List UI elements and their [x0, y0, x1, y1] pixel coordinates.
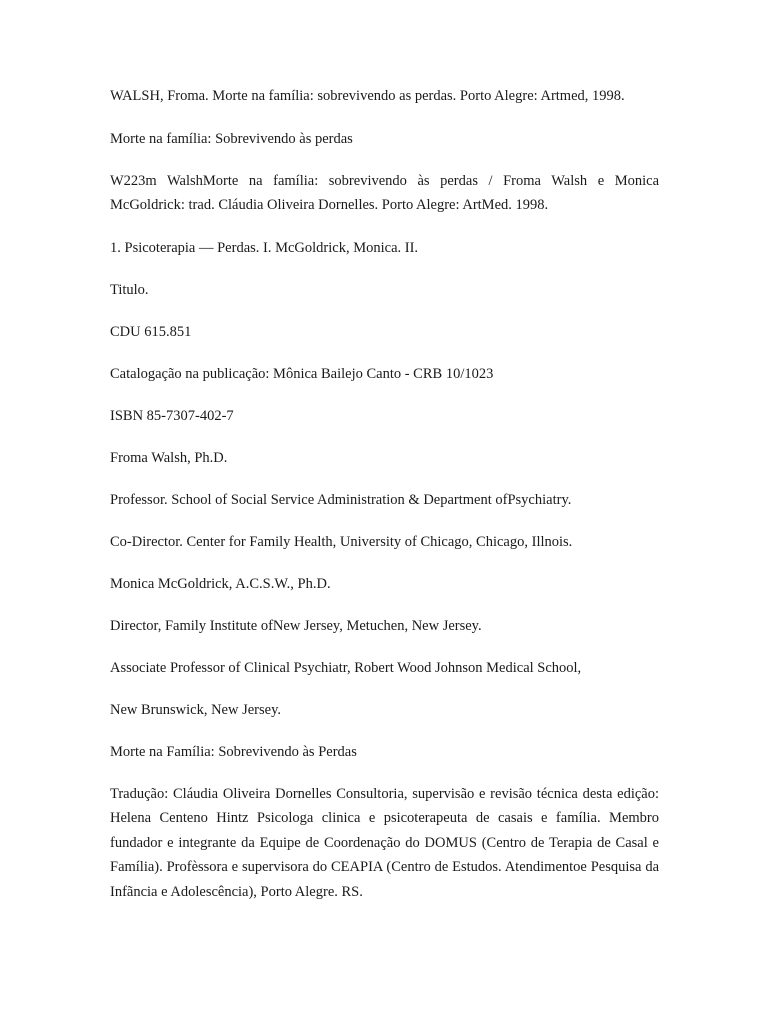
cdu-number: CDU 615.851	[110, 323, 192, 340]
translation-credits: Tradução: Cláudia Oliveira Dornelles Consultoria, supervisão e revisão técnica desta edição: Helena Centeno Hintz Psicologa clinica e psicoterapeuta de casais e família. Membro fundador e integrante da Equipe de Coordenação do DOMUS (Centro de Terapia de Casal e Família). Profèssora e supervisora do CEAPIA (Centro de Estudos. Atendimentoe Pesquisa da Infãncia e Adolescência), Porto Alegre. RS.	[110, 785, 659, 900]
author-walsh-position: Professor. School of Social Service Administration & Department ofPsychiatry.	[110, 491, 572, 508]
document-page	[110, 84, 659, 922]
author-name-mcgoldrick: Monica McGoldrick, A.C.S.W., Ph.D.	[110, 575, 331, 592]
author-walsh-codirector: Co-Director. Center for Family Health, University of Chicago, Chicago, Illnois.	[110, 533, 573, 550]
subject-headings: 1. Psicoterapia — Perdas. I. McGoldrick, Monica. II.	[110, 239, 419, 256]
book-title-line: Morte na família: Sobrevivendo às perdas	[110, 130, 353, 147]
author-mcgoldrick-associate: Associate Professor of Clinical Psychiatr, Robert Wood Johnson Medical School,	[110, 659, 582, 676]
author-name-walsh: Froma Walsh, Ph.D.	[110, 449, 228, 466]
citation-reference: WALSH, Froma. Morte na família: sobrevivendo as perdas. Porto Alegre: Artmed, 1998.	[110, 88, 625, 104]
author-mcgoldrick-location: New Brunswick, New Jersey.	[110, 701, 282, 718]
isbn: ISBN 85-7307-402-7	[110, 407, 234, 424]
book-title-repeat: Morte na Família: Sobrevivendo às Perdas	[110, 743, 357, 760]
cataloging-credit: Catalogação na publicação: Mônica Bailejo Canto - CRB 10/1023	[110, 365, 494, 382]
catalog-entry: W223m WalshMorte na família: sobrevivendo às perdas / Froma Walsh e Monica McGoldrick: trad. Cláudia Oliveira Dornelles. Porto Alegre: ArtMed. 1998.	[110, 172, 659, 213]
title-heading: Titulo.	[110, 281, 149, 298]
author-mcgoldrick-director: Director, Family Institute ofNew Jersey, Metuchen, New Jersey.	[110, 617, 482, 634]
